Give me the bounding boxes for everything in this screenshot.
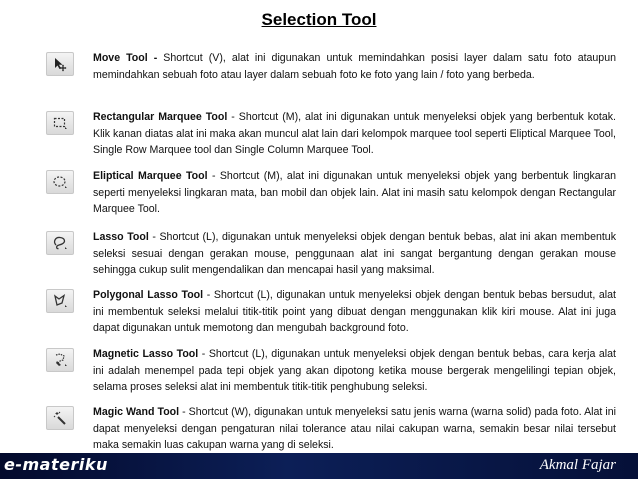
tool-entry-move [46,50,616,83]
tool-description [93,229,616,279]
tool-entry-polygonal-lasso [46,287,616,337]
move-tool-icon [46,52,74,76]
tool-text: - Shortcut (L), digunakan untuk menyeleksi objek dengan bentuk bebas, alat ini akan membentuk seleksi sesuai dengan gerakan mouse, penggunaan alat ini sangat bergantung dengan gerakan mouse sehingga cukup sulit mengendalikan dan mencapai hasil yang maksimal. [93,231,616,277]
tool-text: Shortcut (V), alat ini digunakan untuk memindahkan posisi layer dalam satu foto ataupun memindahkan sebuah foto atau layer dalam sebuah foto ke foto yang lain / foto yang berbeda. [93,52,616,81]
tool-name: Magic Wand Tool [93,406,180,418]
rectangular-marquee-icon [46,111,74,135]
author-name: Akmal Fajar [539,457,616,473]
tool-description [93,287,616,337]
tool-entry-lasso [46,229,616,279]
tool-entry-magic-wand [46,404,616,454]
page-title: Selection Tool [261,10,377,29]
tool-text: - Shortcut (L), digunakan untuk menyeleksi objek dengan bentuk bebas, cara kerja alat ini adalah menempel pada tepi objek yang akan dipotong ketika mouse bergerak mengelilingi tepian objek, selama proses seleksi alat ini membentuk titik-titik penghubung seleksi. [93,348,616,394]
polygonal-lasso-icon [46,289,74,313]
tool-name: Polygonal Lasso Tool [93,289,204,301]
tool-name: Magnetic Lasso Tool [93,348,199,360]
tool-description [93,168,616,218]
tool-name: Rectangular Marquee Tool [93,111,228,123]
tool-name: Lasso Tool [93,231,149,243]
eliptical-marquee-icon [46,170,74,194]
tool-description [93,50,616,83]
tool-description [93,404,616,454]
tool-name: Eliptical Marquee Tool [93,170,208,182]
tool-name: Move Tool - [93,52,158,64]
magic-wand-icon [46,406,74,430]
tool-entry-eliptical-marquee [46,168,616,218]
tool-text: - Shortcut (L), digunakan untuk menyeleksi objek dengan bentuk bebas bersudut, alat ini membentuk seleksi melalui titik-titik point yang dibuat dengan menggunakan klik kiri mouse. Alat ini juga dapat digunakan untuk memotong dan mengubah background foto. [93,289,616,335]
tool-description [93,109,616,159]
brand-logo: e-materiku [4,455,108,474]
tool-entry-rectangular-marquee [46,109,616,159]
tool-text: - Shortcut (W), digunakan untuk menyeleksi satu jenis warna (warna solid) pada foto. Alat ini dapat menyeleksi dengan pengaturan nilai tolerance atau nilai cakupan warna, semakin besar nilai tersebut maka semakin luas cakupan warna yang di seleksi. [93,406,616,452]
magnetic-lasso-icon [46,348,74,372]
tool-entry-magnetic-lasso [46,346,616,396]
tool-text: - Shortcut (M), alat ini digunakan untuk menyeleksi objek yang berbentuk kotak. Klik kanan diatas alat ini maka akan muncul alat lain dari kelompok marquee tool seperti Eliptical Marquee Tool, Single Row Marquee tool dan Single Column Marquee Tool. [93,111,616,157]
tool-text: - Shortcut (M), alat ini digunakan untuk menyeleksi objek yang berbentuk lingkaran seperti menyeleksi lingkaran mata, ban mobil dan objek lain. Alat ini masih satu kelompok dengan Rectangular Marquee Tool. [93,170,616,216]
tool-description [93,346,616,396]
lasso-tool-icon [46,231,74,255]
footer-bar [0,453,638,479]
